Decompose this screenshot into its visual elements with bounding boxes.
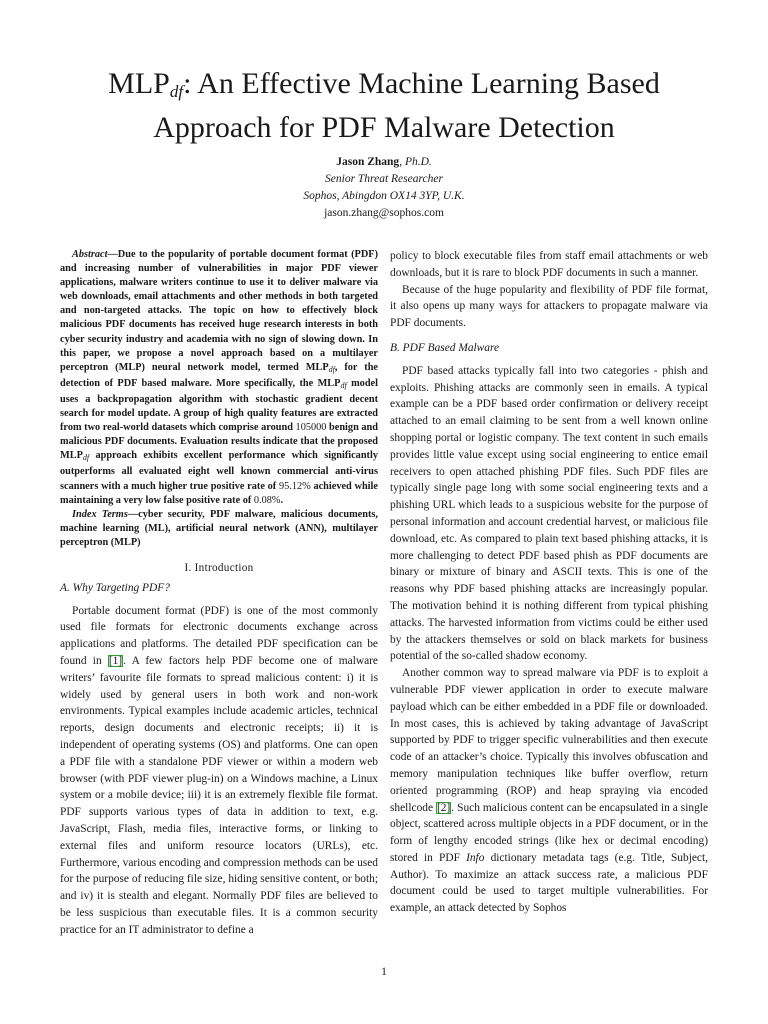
abstract-text-5: approach exhibits excellent performance which significantly outperforms all evaluated eight well known commercial anti-virus scanners with a much higher true positive rate of bbox=[60, 450, 378, 492]
citation-link-1[interactable]: [1] bbox=[108, 654, 123, 667]
paper-title bbox=[60, 66, 708, 146]
author-email: jason.zhang@sophos.com bbox=[324, 207, 444, 219]
author-name: Jason Zhang bbox=[336, 156, 400, 168]
index-terms bbox=[60, 508, 378, 550]
left-column bbox=[60, 248, 378, 939]
title-subscript: df bbox=[169, 82, 184, 101]
author-block bbox=[184, 154, 584, 222]
paragraph-phishing: PDF based attacks typically fall into two categories - phish and exploits. Phishing attacks are commonly seen in emails. A typical example can be a PDF based order confirmation or delivery receipt attached to an email claiming to be sent from a well known online shopping portal or logistic company. The text content in such emails provides little value except using social engineering to entice email receivers to open attached phishing PDF files. Such PDF files are typically single page long with some social engineering texts and a phishing URL which leads to a suspicious website for the purpose of personal information and account credential harvest, or malicious file download, etc. As compared to plain text based phishing attacks, it is more challenging to detect PDF based phish as PDF documents are binary or mixture of binary and ASCII texts. This is one of the reasons why PDF based phishing attacks are increasingly popular. The motivation behind it is nothing different from typical phishing attacks. The harvested information from victims could be either used by the attackers themselves or sold on black markets for business potential of the so-called shadow economy. bbox=[390, 364, 708, 663]
abstract-sub-2: df bbox=[340, 380, 347, 390]
citation-link-2[interactable]: [2] bbox=[437, 801, 451, 814]
exploits-text-b: . Such malicious content can be encapsulated in a single object, scattered across multiple objects in a PDF document, or in the form of lengthy encoded strings (like hex or decimal encoding) stored in PDF bbox=[390, 801, 708, 864]
abstract-text-3: model uses a backpropagation algorithm with stochastic gradient decent search for model update. A group of high quality features are extracted from two real-world datasets which comprise around bbox=[60, 377, 378, 434]
abstract-sub-1: df bbox=[328, 364, 335, 374]
title-line2: Approach for PDF Malware Detection bbox=[153, 111, 615, 144]
paragraph-intro bbox=[60, 603, 378, 939]
index-terms-text: —cyber security, PDF malware, malicious documents, machine learning (ML), artificial neural network (ANN), multilayer perceptron (MLP) bbox=[60, 508, 378, 548]
index-terms-label: Index Terms bbox=[72, 508, 128, 520]
right-column bbox=[390, 248, 708, 917]
abstract-text-7: . bbox=[280, 494, 284, 506]
abstract-text-1: —Due to the popularity of portable document format (PDF) and increasing number of vulnerabilities in major PDF viewer applications, malware writers continue to use it to deliver malware via web downloads, email attachments and other methods in both targeted and non-targeted attacks. The topic on how to effectively block malicious PDF documents has received huge research interests in both cyber security industry and academia with no sign of slowing down. In this paper, we propose a novel approach based on a multilayer perceptron (MLP) neural network model, termed MLP bbox=[60, 249, 378, 373]
exploits-text-c: dictionary metadata tags (e.g. Title, Subject, Author). To maximize an attack success rate, a malicious PDF document could be used to target multiple vulnerabilities. For example, an attack detected by Sophos bbox=[390, 851, 708, 915]
author-degree: , Ph.D. bbox=[399, 156, 432, 168]
paragraph-exploits bbox=[390, 665, 708, 917]
title-prefix: MLP bbox=[108, 67, 170, 100]
subsection-heading-pdf-malware: B. PDF Based Malware bbox=[390, 341, 500, 354]
abstract-num-1: 105000 bbox=[295, 422, 327, 434]
intro-text-b: . A few factors help PDF become one of malware writers’ favourite file formats to spread malicious content: i) it is widely used by general users in both work and non-work environments. Typical examples include academic articles, technical reports, design documents and electronic receipts; ii) it is independent of operating systems (OS) and platforms. One can open a PDF file with a standalone PDF viewer or within a modern web browser (with PDF viewer plug-in) on a Windows machine, a Linux system or a mobile device; iii) it is an extremely flexible file format. PDF supports various types of data in addition to text, e.g. JavaScript, Flash, media files, interactive forms, or linking to external files and uniform resource locators (URLs), etc. Furthermore, various encoding and compression methods can be used for the purpose of reducing file size, hiding sensitive content, or both; and iv) it is stealth and elegant. Normally PDF files are believed to be less suspicious than executable files. It is a common security practice for an IT administrator to define a bbox=[60, 654, 378, 936]
abstract-text-6: achieved while maintaining a very low false positive rate of bbox=[60, 480, 378, 506]
subsection-heading-why-pdf: A. Why Targeting PDF? bbox=[60, 581, 170, 594]
abstract-num-2: 95.12% bbox=[278, 480, 311, 492]
abstract-label: Abstract bbox=[72, 249, 108, 260]
abstract-num-3: 0.08% bbox=[253, 494, 281, 506]
info-term: Info bbox=[466, 851, 485, 864]
paragraph-popularity: Because of the huge popularity and flexibility of PDF file format, it also opens up many ways for attackers to propagate malware via PDF documents. bbox=[390, 283, 708, 330]
abstract-sub-3: df bbox=[82, 453, 90, 463]
paragraph-continued: policy to block executable files from staff email attachments or web downloads, but it is rare to block PDF documents in such a manner. bbox=[390, 250, 708, 279]
exploits-text-a: Another common way to spread malware via PDF is to exploit a vulnerable PDF viewer application in order to execute malware payload which can be either embedded in a PDF file or downloaded. In most cases, this is achieved by taking advantage of JavaScript supported by PDF to trigger specific vulnerabilities and then execute code of an attacker’s choice. Typically this involves obfuscation and memory manipulation techniques like buffer overflow, return oriented programming (ROP) and heap spraying via encoded shellcode bbox=[390, 667, 708, 814]
abstract-text-2: , for the detection of PDF based malware. More specifically, the MLP bbox=[60, 361, 378, 389]
title-line1: : An Effective Machine Learning Based bbox=[183, 67, 660, 100]
abstract-text-4: benign and malicious PDF documents. Evaluation results indicate that the proposed MLP bbox=[60, 422, 378, 462]
author-affiliation: Sophos, Abingdon OX14 3YP, U.K. bbox=[303, 190, 465, 202]
section-heading-introduction: I. Introduction bbox=[184, 561, 254, 574]
page-number: 1 bbox=[381, 966, 387, 978]
intro-text-a: Portable document format (PDF) is one of the most commonly used file formats for electronic documents exchange across applications and platforms. The detailed PDF specification can be found in bbox=[60, 604, 378, 667]
author-position: Senior Threat Researcher bbox=[325, 173, 443, 185]
abstract bbox=[60, 248, 378, 508]
